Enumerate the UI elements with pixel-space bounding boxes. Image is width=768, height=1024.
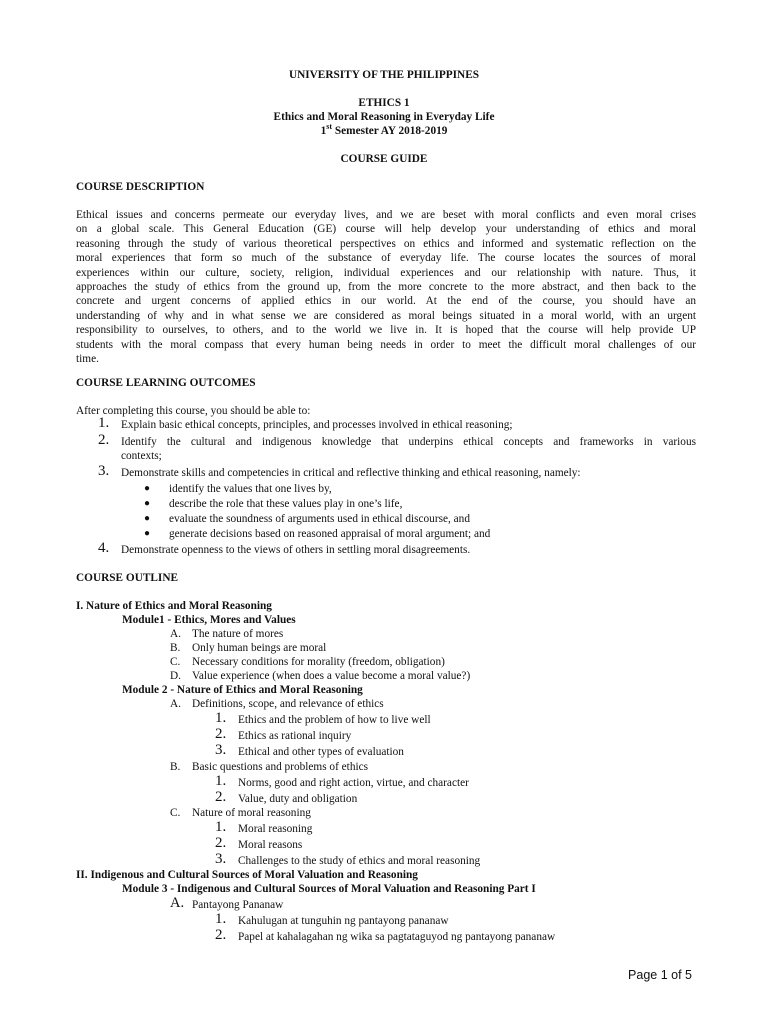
description-line: concrete and urgent concerns of applied ethics in our world. At the end of the course, you should have an xyxy=(76,295,696,308)
outcomes-intro: After completing this course, you should be able to: xyxy=(76,405,311,417)
description-line: Ethical issues and concerns permeate our everyday lives, and we are beset with moral conflicts and even moral crises xyxy=(76,209,696,221)
outline-module-3: Module 3 - Indigenous and Cultural Sources of Moral Valuation and Reasoning Part I xyxy=(122,883,536,895)
page-number: Page 1 of 5 xyxy=(628,968,692,982)
description-line: approaches the study of ethics from the ground up, from the more concrete to the more abstract, and then back to the xyxy=(76,281,696,294)
description-heading: COURSE DESCRIPTION xyxy=(76,181,205,193)
bullet-icon: ● xyxy=(144,513,151,524)
description-line: reasoning through the study of various theoretical perspectives on ethics and informed and systematic reflection on the xyxy=(76,237,696,250)
university-title: UNIVERSITY OF THE PHILIPPINES xyxy=(288,69,480,81)
bullet-icon: ● xyxy=(144,498,151,509)
document-page: UNIVERSITY OF THE PHILIPPINES ETHICS 1 Ethics and Moral Reasoning in Everyday Life 1st Semester AY 2018-2019 COURSE GUIDE COURSE DESCRIPTION Ethical issues and concerns permeate our everyday lives, and we are beset with moral conflicts and even moral crises on a global scale. This General Education (GE) course will help develop your understanding of ethics and moral reasoning through the study of various theoretical perspectives on ethics and informed and systematic reflection on the moral experiences that form so much of the substance of everyday life. The course locates the sources of moral experiences within our culture, society, religion, individual experiences and our relationship with nature. Thus, it approaches the study of ethics from the ground up, from the more concrete to the more abstract, and then back to the concrete and urgent concerns of applied ethics in our world. At the end of the course, you should have an understanding of why and in what sense we are considered as moral beings situated in a moral world, with an urgent responsibility to ourselves, to others, and to the world we live in. It is hoped that the course will help provide UP students with the moral compass that every human being needs in order to meet the difficult moral challenges of our time. COURSE LEARNING OUTCOMES After completing this course, you should be able to: 1. Explain basic ethical concepts, principles, and processes involved in ethical reasoning; 2. Identify the cultural and indigenous knowledge that underpins ethical concepts and frameworks in various contexts; 3. Demonstrate skills and competencies in critical and reflective thinking and ethical reasoning, namely: ● identify the values that one lives by, ● describe the role that these values play in one’s life, ● evaluate the soundness of arguments used in ethical discourse, and ● generate decisions based on reasoned appraisal of moral argument; and 4. Demonstrate openness to the views of others in settling moral disagreements. COURSE OUTLINE I. Nature of Ethics and Moral Reasoning Module1 - Ethics, Mores and Values A. The nature of mores B. Only human beings are moral C. Necessary conditions for morality (freedom, obligation) D. Value experience (when does a value become a moral value?) Module 2 - Nature of Ethics and Moral Reasoning A. Definitions, scope, and relevance of ethics 1. Ethics and the problem of how to live well 2. Ethics as rational inquiry 3. Ethical and other types of evaluation B. Basic questions and problems of ethics 1. Norms, good and right action, virtue, and character 2. Value, duty and obligation C. Nature of moral reasoning 1. Moral reasoning 2. Moral reasons 3. Challenges to the study of ethics and moral reasoning II. Indigenous and Cultural Sources of Moral Valuation and Reasoning Module 3 - Indigenous and Cultural Sources of Moral Valuation and Reasoning Part I A. Pantayong Pananaw 1. Kahulugan at tunguhin ng pantayong pananaw 2. Papel at kahalagahan ng wika sa pagtataguyod ng pantayong pananaw Page 1 of 5 xyxy=(0,0,768,1024)
description-line: responsibility to ourselves, to others, and to the world we live in. It is hoped that the course will help provide UP xyxy=(76,324,696,337)
course-code: ETHICS 1 xyxy=(358,97,410,109)
outline-heading: COURSE OUTLINE xyxy=(76,572,179,584)
description-line: understanding of why and in what sense we are considered as moral beings situated in a moral world, with an urgent xyxy=(76,309,696,322)
course-guide-title: COURSE GUIDE xyxy=(340,153,428,165)
description-line: moral experiences that form so much of the substance of everyday life. The course locates the sources of moral xyxy=(76,252,696,265)
bullet-icon: ● xyxy=(144,483,151,494)
outline-module-2: Module 2 - Nature of Ethics and Moral Reasoning xyxy=(122,684,363,696)
bullet-icon: ● xyxy=(144,528,151,539)
course-title: Ethics and Moral Reasoning in Everyday Life xyxy=(273,111,495,123)
description-line: time. xyxy=(76,353,99,366)
description-line: experiences within our culture, society, religion, individual experiences and our relationship with nature. Thus, it xyxy=(76,266,696,279)
semester-line: 1st Semester AY 2018-2019 xyxy=(320,122,448,137)
description-paragraph xyxy=(76,208,696,366)
outline-module-1: Module1 - Ethics, Mores and Values xyxy=(122,614,296,626)
outline-part-2: II. Indigenous and Cultural Sources of Moral Valuation and Reasoning xyxy=(76,869,418,881)
description-line: students with the moral compass that every human being needs in order to meet the difficult moral challenges of our xyxy=(76,338,696,351)
description-line: on a global scale. This General Education (GE) course will help develop your understanding of ethics and moral xyxy=(76,223,696,236)
outcomes-heading: COURSE LEARNING OUTCOMES xyxy=(76,377,256,389)
outline-part-1: I. Nature of Ethics and Moral Reasoning xyxy=(76,600,272,612)
